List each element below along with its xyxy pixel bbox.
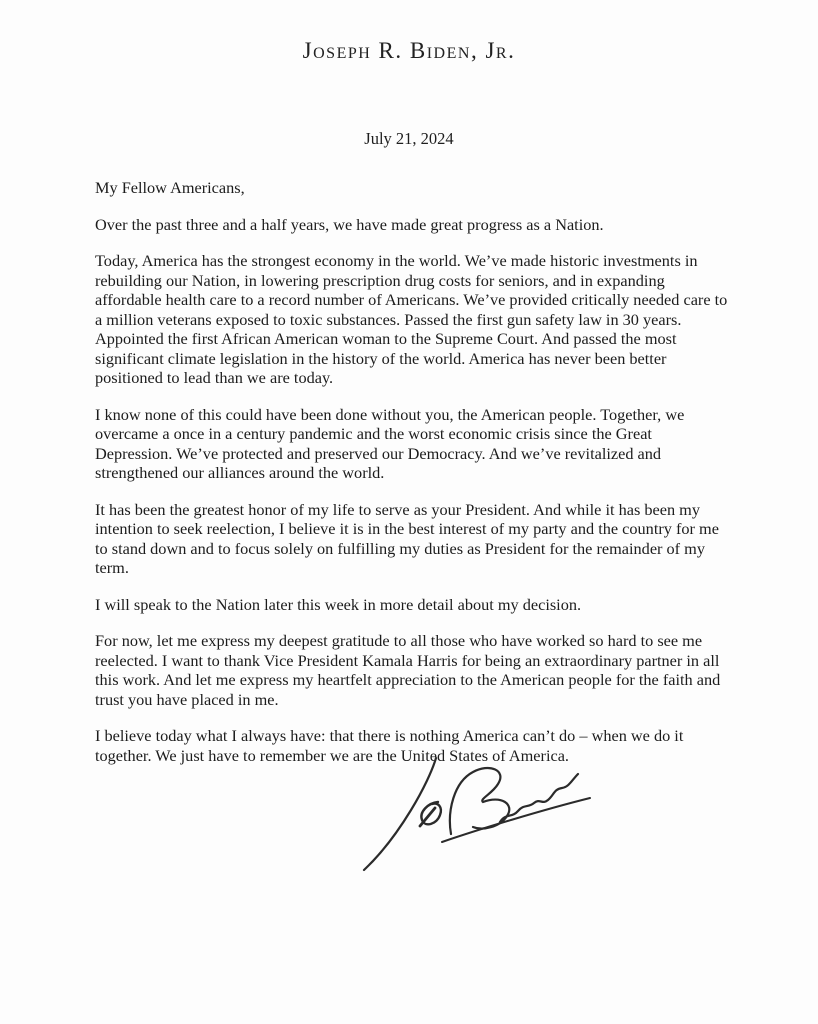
- paragraph-stand-down: It has been the greatest honor of my life to serve as your President. And while it has been my intention to seek reelection, I believe it is in the best interest of my party and the country for me to stand down and to focus solely on fulfilling my duties as President for the remainder of my term.: [95, 499, 719, 577]
- paragraph-speak-to-nation: I will speak to the Nation later this week in more detail about my decision.: [95, 594, 582, 614]
- signature: [350, 750, 612, 874]
- paragraph-gratitude-kamala-harris: For now, let me express my deepest gratitude to all those who have worked so hard to see me reelected. I want to thank Vice President Kamala Harris for being an extraordinary partner in all this work. And let me express my heartfelt appreciation to the American people for the faith and trust you have placed in me.: [95, 631, 721, 709]
- joe-biden-signature-icon: [350, 750, 612, 874]
- paragraph-american-people: I know none of this could have been done without you, the American people. Together, we overcame a once in a century pandemic and the worst economic crisis since the Great Depression. We’ve protected and preserved our Democracy. And we’ve revitalized and strengthened our alliances around the world.: [95, 404, 685, 482]
- paragraph-closing-united-states: I believe today what I always have: that there is nothing America can’t do – when we do it together. We just have to remember we are the United States of America.: [95, 726, 684, 765]
- paragraph-economy-accomplishments: Today, America has the strongest economy in the world. We’ve made historic investments in rebuilding our Nation, in lowering prescription drug costs for seniors, and in expanding affordable health care to a record number of Americans. We’ve provided critically needed care to a million veterans exposed to toxic substances. Passed the first gun safety law in 30 years. Appointed the first African American woman to the Supreme Court. And passed the most significant climate legislation in the history of the world. America has never been better positioned to lead than we are today.: [95, 251, 728, 387]
- letter-body: [95, 178, 731, 782]
- paragraph-progress: Over the past three and a half years, we have made great progress as a Nation.: [95, 214, 604, 234]
- letterhead-name: Joseph R. Biden, Jr.: [302, 38, 516, 63]
- letter-date: July 21, 2024: [364, 129, 454, 148]
- salutation: My Fellow Americans,: [95, 178, 245, 197]
